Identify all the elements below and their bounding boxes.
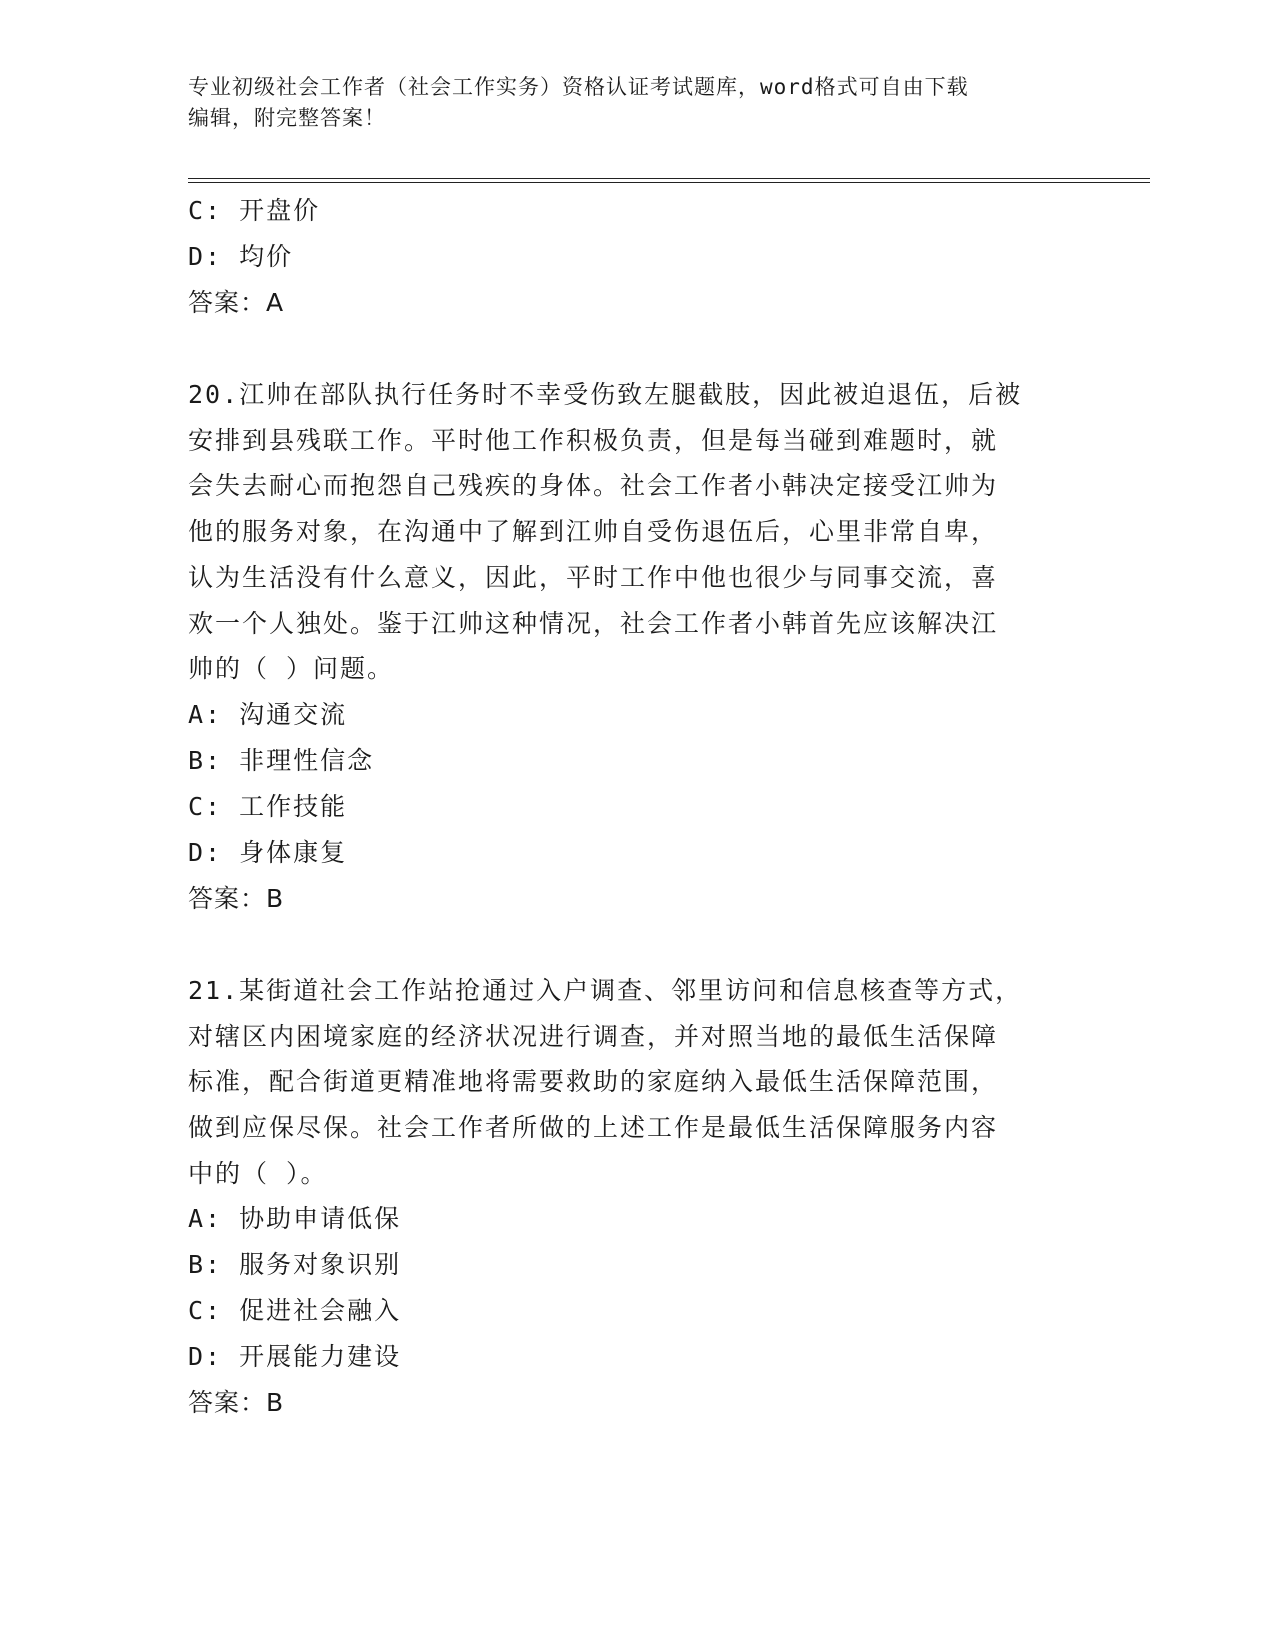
option-c xyxy=(188,784,1088,830)
stem-line: 帅的（ ）问题。 xyxy=(188,654,395,684)
option-text: 开盘价 xyxy=(239,196,321,225)
option-a xyxy=(188,692,1088,738)
header-title-line-2: 编辑，附完整答案！ xyxy=(188,106,386,130)
question-stem xyxy=(188,968,1068,1197)
option-label: A: xyxy=(188,699,223,729)
stem-line: 认为生活没有什么意义，因此，平时工作中他也很少与同事交流，喜 xyxy=(188,562,999,592)
stem-line: 他的服务对象，在沟通中了解到江帅自受伤退伍后，心里非常自卑， xyxy=(188,517,999,547)
stem-line: 做到应保尽保。社会工作者所做的上述工作是最低生活保障服务内容 xyxy=(188,1113,999,1143)
option-text: 促进社会融入 xyxy=(239,1296,402,1326)
option-text: 开展能力建设 xyxy=(239,1342,402,1372)
option-label: D: xyxy=(188,242,223,271)
option-label: C: xyxy=(188,791,223,821)
option-d xyxy=(188,830,1088,876)
option-text: 非理性信念 xyxy=(239,745,375,775)
option-text: 服务对象识别 xyxy=(239,1250,402,1280)
stem-line: 安排到县残联工作。平时他工作积极负责，但是每当碰到难题时，就 xyxy=(188,425,999,455)
option-text: 身体康复 xyxy=(239,837,348,867)
option-text: 沟通交流 xyxy=(239,699,348,729)
option-d xyxy=(188,234,1088,280)
option-label: C: xyxy=(188,196,223,225)
answer-line: 答案：A xyxy=(188,288,285,317)
stem-line: 会失去耐心而抱怨自己残疾的身体。社会工作者小韩决定接受江帅为 xyxy=(188,471,999,501)
option-c xyxy=(188,1288,1088,1334)
spacer xyxy=(188,326,1088,372)
answer-line: 答案：B xyxy=(188,883,285,913)
page-header xyxy=(188,72,1088,134)
option-label: B: xyxy=(188,1250,223,1280)
option-text: 均价 xyxy=(239,242,294,271)
option-a xyxy=(188,1196,1088,1242)
question-21 xyxy=(188,968,1088,1427)
option-label: D: xyxy=(188,1342,223,1372)
option-label: C: xyxy=(188,1296,223,1326)
stem-line: 中的（ ）。 xyxy=(188,1158,328,1188)
option-label: B: xyxy=(188,745,223,775)
stem-line: 标准，配合街道更精准地将需要救助的家庭纳入最低生活保障范围， xyxy=(188,1067,999,1097)
option-b xyxy=(188,738,1088,784)
option-c xyxy=(188,188,1088,234)
stem-line: 21.某街道社会工作站抢通过入户调查、邻里访问和信息核查等方式， xyxy=(188,975,1023,1005)
header-title-line-1: 专业初级社会工作者（社会工作实务）资格认证考试题库，word格式可自由下载 xyxy=(188,75,969,99)
option-b xyxy=(188,1242,1088,1288)
question-20 xyxy=(188,372,1088,922)
stem-line: 对辖区内困境家庭的经济状况进行调查，并对照当地的最低生活保障 xyxy=(188,1021,999,1051)
prev-question-block xyxy=(188,188,1088,326)
option-text: 工作技能 xyxy=(239,791,348,821)
option-label: D: xyxy=(188,837,223,867)
header-double-rule xyxy=(188,178,1150,183)
question-stem xyxy=(188,372,1068,692)
answer-line: 答案：B xyxy=(188,1388,285,1418)
stem-line: 20.江帅在部队执行任务时不幸受伤致左腿截肢，因此被迫退伍，后被 xyxy=(188,380,1023,409)
stem-line: 欢一个人独处。鉴于江帅这种情况，社会工作者小韩首先应该解决江 xyxy=(188,608,999,638)
question-content xyxy=(188,188,1088,1426)
option-label: A: xyxy=(188,1204,223,1234)
option-d xyxy=(188,1334,1088,1380)
option-text: 协助申请低保 xyxy=(239,1204,402,1234)
spacer xyxy=(188,922,1088,968)
